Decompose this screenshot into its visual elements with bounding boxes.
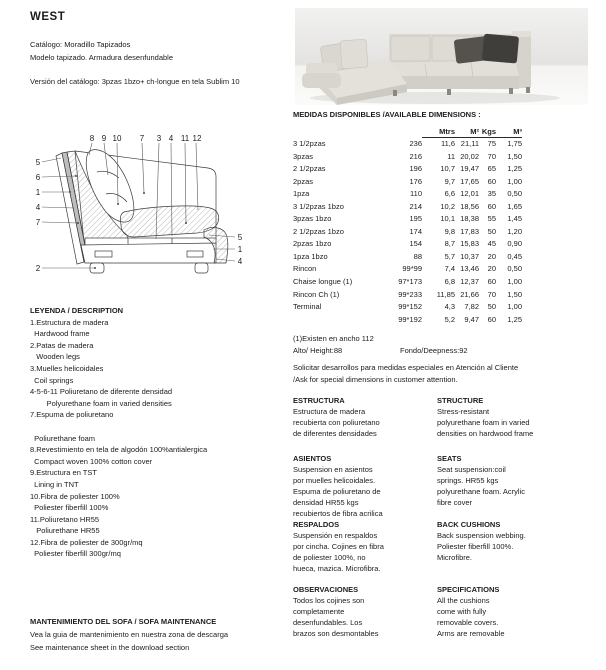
dim-width: 176 — [409, 176, 422, 186]
diagram-label-8: 8 — [89, 134, 95, 143]
dimensions-rows — [293, 138, 525, 326]
col-header-mtrs: Mtrs — [439, 127, 455, 136]
dim-mtrs: 11,85 — [436, 289, 455, 299]
spec-line: densities on hardwood frame — [437, 428, 534, 438]
spec-line: Suspensión en respaldos — [293, 530, 378, 540]
dimension-row — [293, 163, 525, 176]
dim-name: Rincon — [293, 264, 317, 274]
dim-m3: 0,50 — [507, 189, 522, 199]
legend-line-en: Poliester fiberfill 100% — [30, 503, 109, 513]
diagram-label-4-right: 4 — [237, 257, 243, 266]
dimension-row — [293, 226, 525, 239]
spec-line: hueca, mazica. Microfibra. — [293, 563, 381, 573]
dim-m2: 20,02 — [460, 151, 479, 161]
dim-mtrs: 5,2 — [444, 314, 455, 324]
dim-m3: 1,65 — [507, 201, 522, 211]
dim-m2: 10,37 — [460, 251, 479, 261]
dim-width: 99*152 — [398, 302, 422, 312]
legend-line-en: Coil springs — [30, 375, 74, 385]
dim-width: 99*99 — [402, 264, 422, 274]
diagram-label-10: 10 — [112, 134, 122, 143]
legend-line-es: 11.Poliuretano HR55 — [30, 514, 100, 524]
dim-m2: 12,01 — [460, 189, 479, 199]
dim-kgs: 55 — [487, 214, 496, 224]
diagram-label-4-left: 4 — [35, 203, 41, 212]
dim-mtrs: 4,3 — [444, 302, 455, 312]
dim-name: 3pzas 1bzo — [293, 214, 332, 224]
col-header-m2: M² — [470, 127, 479, 136]
dim-m2: 12,37 — [460, 277, 479, 287]
legend-line-es: 7.Espuma de poliuretano — [30, 410, 114, 420]
spec-lines-es — [293, 596, 431, 640]
dim-m3: 1,25 — [507, 314, 522, 324]
dimension-notes — [293, 333, 593, 386]
legend-line-en: Wooden legs — [30, 352, 80, 362]
catalog-info — [30, 38, 173, 64]
dim-mtrs: 5,7 — [444, 251, 455, 261]
dimension-row — [293, 301, 525, 314]
spec-lines-es — [293, 407, 431, 440]
dim-kgs: 45 — [487, 239, 496, 249]
spec-line: de diferentes densidades — [293, 428, 377, 438]
col-header-kgs: Kgs — [481, 127, 496, 136]
dim-mtrs: 6,6 — [444, 189, 455, 199]
legend-line-en: Lining in TNT — [30, 479, 79, 489]
spec-column-en — [437, 454, 597, 509]
dim-m2: 17,83 — [460, 226, 479, 236]
dimension-row — [293, 289, 525, 302]
dim-mtrs: 11,6 — [440, 139, 455, 148]
spec-line: por muelles helicoidales. — [293, 475, 376, 485]
legend-line-es: 4-5-6-11 Poliuretano de diferente densidad — [30, 387, 173, 397]
spec-title-es: ESTRUCTURA — [293, 396, 345, 405]
spec-line: Back suspension webbing. — [437, 530, 526, 540]
dim-name: Terminal — [293, 302, 322, 312]
spec-line: Seat suspension:coil — [437, 464, 506, 474]
spec-lines-en — [437, 531, 597, 564]
legend-item — [30, 537, 207, 560]
dimensions-heading: MEDIDAS DISPONIBLES /AVAILABLE DIMENSIONS : — [293, 110, 481, 119]
dim-width: 216 — [409, 151, 422, 161]
legend-item — [30, 363, 207, 386]
special-dimensions-es: Solicitar desarrollos para medidas especiales en Atención al Cliente — [293, 362, 519, 372]
dimension-row — [293, 263, 525, 276]
spec-title-es: ASIENTOS — [293, 454, 332, 463]
spec-lines-en — [437, 407, 597, 440]
dimension-row — [293, 251, 525, 264]
legend-line-en: Poliurethane HR55 — [30, 526, 100, 536]
spec-line: por cincha. Cojines en fibra — [293, 541, 384, 551]
spec-line: All the cushions — [437, 595, 490, 605]
spec-title-en: SEATS — [437, 454, 462, 463]
spec-title-es: OBSERVACIONES — [293, 585, 359, 594]
dim-m2: 18,38 — [460, 214, 479, 224]
spec-line: Todos los cojines son — [293, 595, 365, 605]
dim-m2: 21,66 — [460, 289, 479, 299]
legend-item — [30, 514, 207, 537]
spec-column-en — [437, 396, 597, 440]
dim-width: 99*192 — [398, 314, 422, 324]
spec-line: recubiertos de fibra acrilica — [293, 508, 383, 518]
diagram-label-9: 9 — [101, 134, 107, 143]
legend-items — [30, 317, 207, 560]
diagram-label-3: 3 — [156, 134, 162, 143]
legend-heading: LEYENDA / DESCRIPTION — [30, 306, 124, 315]
depth-value: Fondo/Deepness:92 — [400, 346, 468, 356]
legend-line-es: 2.Patas de madera — [30, 340, 94, 350]
dim-m3: 1,00 — [507, 302, 522, 312]
dim-kgs: 60 — [487, 277, 496, 287]
dim-width: 97*173 — [398, 277, 422, 287]
dim-m3: 1,25 — [507, 164, 522, 174]
dim-mtrs: 9,8 — [444, 226, 455, 236]
dim-mtrs: 11 — [447, 151, 455, 161]
legend-line-en: Polyurethane foam in varied densities — [30, 398, 172, 408]
dimension-row — [293, 276, 525, 289]
dim-mtrs: 8,7 — [444, 239, 455, 249]
dim-m3: 1,50 — [507, 289, 522, 299]
diagram-label-4-top: 4 — [168, 134, 174, 143]
dim-width: 236 — [409, 139, 422, 148]
legend-section — [30, 305, 207, 560]
dim-m3: 1,00 — [507, 176, 522, 186]
spec-line: completamente — [293, 606, 345, 616]
dim-name: 3pzas — [293, 151, 314, 161]
spec-column-en — [437, 520, 597, 564]
dimension-row — [293, 176, 525, 189]
sofa-photo — [295, 8, 588, 105]
dim-name: 1pza — [293, 189, 310, 199]
dim-m3: 1,20 — [507, 226, 522, 236]
spec-line: de poliester 100%, no — [293, 552, 366, 562]
dimension-row — [293, 213, 525, 226]
dim-width: 196 — [409, 164, 422, 174]
dim-m3: 0,45 — [507, 251, 522, 261]
legend-item — [30, 317, 207, 340]
dim-name: 3 1/2pzas — [293, 139, 326, 148]
dim-m2: 17,65 — [460, 176, 479, 186]
dim-mtrs: 10,7 — [440, 164, 455, 174]
dim-kgs: 20 — [487, 251, 496, 261]
diagram-label-7-top: 7 — [139, 134, 145, 143]
spec-line: desenfundables. Los — [293, 617, 363, 627]
spec-line: come with fully — [437, 606, 487, 616]
dim-name: 2 1/2pzas — [293, 164, 326, 174]
dimensions-table — [293, 124, 525, 326]
dim-m3: 1,50 — [507, 151, 522, 161]
maintenance-section — [30, 615, 228, 654]
spec-line: polyurethane foam. Acrylic — [437, 486, 525, 496]
dim-m3: 1,45 — [507, 214, 522, 224]
spec-line: polyurethane foam in varied — [437, 417, 530, 427]
dim-m2: 19,47 — [460, 164, 479, 174]
legend-line-es: 1.Estructura de madera — [30, 317, 109, 327]
dim-mtrs: 10,1 — [440, 214, 455, 224]
legend-line-es: 12.Fibra de poliester de 300gr/mq — [30, 537, 143, 547]
spec-line: fibre cover — [437, 497, 473, 507]
dim-width: 154 — [409, 239, 422, 249]
dim-m2: 15,83 — [460, 239, 479, 249]
spec-title-en: SPECIFICATIONS — [437, 585, 500, 594]
dim-m2: 18,56 — [460, 201, 479, 211]
spec-column-en — [437, 585, 597, 640]
diagram-label-12: 12 — [192, 134, 202, 143]
diagram-label-5-right: 5 — [237, 233, 243, 242]
legend-line-en: Hardwood frame — [30, 329, 90, 339]
diagram-label-2: 2 — [35, 264, 41, 273]
version-line: Versión del catálogo: 3pzas 1bzo+ ch-longue en tela Sublim 10 — [30, 77, 240, 86]
dim-kgs: 20 — [487, 264, 496, 274]
diagram-label-1-left: 1 — [35, 188, 41, 197]
dark-pillow-right — [482, 34, 519, 64]
spec-line: recubierta con poliuretano — [293, 417, 380, 427]
dim-kgs: 60 — [487, 314, 496, 324]
dim-name — [293, 314, 389, 327]
dim-mtrs: 7,4 — [444, 264, 455, 274]
dim-name: 2pzas — [293, 176, 314, 186]
spec-line: brazos son desmontables — [293, 628, 379, 638]
spec-line: springs. HR55 kgs — [437, 475, 499, 485]
spec-title-es: RESPALDOS — [293, 520, 340, 529]
legend-item — [30, 467, 207, 490]
spec-lines-en — [437, 465, 597, 509]
dim-kgs: 50 — [487, 302, 496, 312]
spec-column-es — [293, 396, 431, 440]
dimension-row — [293, 201, 525, 214]
dim-name: 3 1/2pzas 1bzo — [293, 201, 344, 211]
spec-line: Estructura de madera — [293, 406, 366, 416]
legend-line-es: 3.Muelles helicoidales — [30, 363, 104, 373]
spec-column-es — [293, 520, 431, 575]
legend-line-en: Poliurethane foam — [30, 433, 96, 443]
legend-item — [30, 386, 207, 409]
spec-line: Stress-resistant — [437, 406, 490, 416]
dim-m2: 7,82 — [464, 302, 479, 312]
dim-kgs: 60 — [487, 176, 496, 186]
dim-kgs: 60 — [487, 201, 496, 211]
spec-line: Espuma de poliuretano de — [293, 486, 381, 496]
dim-width: 99*233 — [398, 289, 422, 299]
dimension-row — [293, 238, 525, 251]
note-ancho: (1)Existen en ancho 112 — [293, 334, 374, 343]
spec-line: Arms are removable — [437, 628, 505, 638]
col-header-m3: M³ — [513, 127, 522, 136]
spec-column-es — [293, 585, 431, 640]
dim-kgs: 35 — [487, 189, 496, 199]
spec-lines-es — [293, 531, 431, 575]
dim-m2: 13,46 — [460, 264, 479, 274]
maintenance-line-en: See maintenance sheet in the download section — [30, 643, 190, 652]
legend-item — [30, 409, 207, 444]
dim-width: 195 — [409, 214, 422, 224]
legend-line-es: 9.Estructura en TST — [30, 468, 97, 478]
diagram-label-5-left: 5 — [35, 158, 41, 167]
dim-m2: 9,47 — [464, 314, 479, 324]
spec-line: densidad HR55 kgs — [293, 497, 359, 507]
legend-line-en: Compact woven 100% cotton cover — [30, 456, 153, 466]
maintenance-line-es: Vea la guia de mantenimiento en nuestra zona de descarga — [30, 630, 229, 639]
diagram-label-1-right: 1 — [237, 245, 243, 254]
legend-item — [30, 444, 207, 467]
dim-width: 88 — [413, 251, 422, 261]
dimension-row — [293, 314, 525, 327]
dimension-row — [293, 138, 525, 151]
spec-title-en: STRUCTURE — [437, 396, 484, 405]
dim-width: 174 — [409, 226, 422, 236]
dim-name: 2 1/2pzas 1bzo — [293, 226, 344, 236]
dim-m3: 1,75 — [507, 139, 522, 148]
legend-line-en: Poliester fiberfill 300gr/mq — [30, 549, 121, 559]
spec-lines-es — [293, 465, 431, 520]
dim-m3: 1,00 — [507, 277, 522, 287]
height-value: Alto/ Height:88 — [293, 346, 343, 356]
catalog-name-line: Catálogo: Moradillo Tapizados — [30, 40, 131, 49]
dim-kgs: 70 — [487, 151, 496, 161]
diagram-shapes — [56, 150, 228, 273]
dim-kgs: 70 — [487, 289, 496, 299]
dim-name: 1pza 1bzo — [293, 251, 328, 261]
dim-name: 2pzas 1bzo — [293, 239, 332, 249]
dimensions-table-header — [293, 124, 525, 138]
dim-name: Chaise longue (1) — [293, 277, 353, 287]
spec-lines-en — [437, 596, 597, 640]
spec-line: Microfibre. — [437, 552, 473, 562]
legend-item — [30, 340, 207, 363]
dim-kgs: 65 — [487, 164, 496, 174]
maintenance-heading: MANTENIMIENTO DEL SOFA / SOFA MAINTENANCE — [30, 617, 217, 626]
dim-kgs: 75 — [487, 139, 496, 148]
spec-title-en: BACK CUSHIONS — [437, 520, 501, 529]
dim-width: 214 — [409, 201, 422, 211]
page-title: WEST — [30, 11, 66, 23]
model-line: Modelo tapizado. Armadura desenfundable — [30, 53, 174, 62]
height-depth-line — [293, 345, 593, 357]
special-dimensions-en: /Ask for special dimensions in customer attention. — [293, 374, 458, 384]
dim-mtrs: 6,8 — [444, 277, 455, 287]
legend-line-es: 8.Revestimiento en tela de algodón 100%antialergica — [30, 445, 208, 455]
dim-m2: 21,11 — [460, 139, 479, 148]
sofa-cross-section-diagram — [28, 120, 258, 292]
diagram-label-7-left: 7 — [35, 218, 41, 227]
dim-name: Rincon Ch (1) — [293, 289, 340, 299]
diagram-label-6: 6 — [35, 173, 41, 182]
spec-column-es — [293, 454, 431, 519]
diagram-label-11: 11 — [180, 134, 190, 143]
dimension-row — [293, 151, 525, 164]
legend-line-es: 10.Fibra de poliester 100% — [30, 491, 120, 501]
dimension-row — [293, 188, 525, 201]
spec-line: removable covers. — [437, 617, 499, 627]
spec-line: Suspension en asientos — [293, 464, 373, 474]
spec-line: Poliester fiberfill 100%. — [437, 541, 514, 551]
dim-mtrs: 9,7 — [444, 176, 455, 186]
dim-kgs: 50 — [487, 226, 496, 236]
dim-m3: 0,90 — [507, 239, 522, 249]
dim-mtrs: 10,2 — [440, 201, 455, 211]
legend-item — [30, 491, 207, 514]
dim-width: 110 — [410, 189, 422, 199]
dim-m3: 0,50 — [507, 264, 522, 274]
